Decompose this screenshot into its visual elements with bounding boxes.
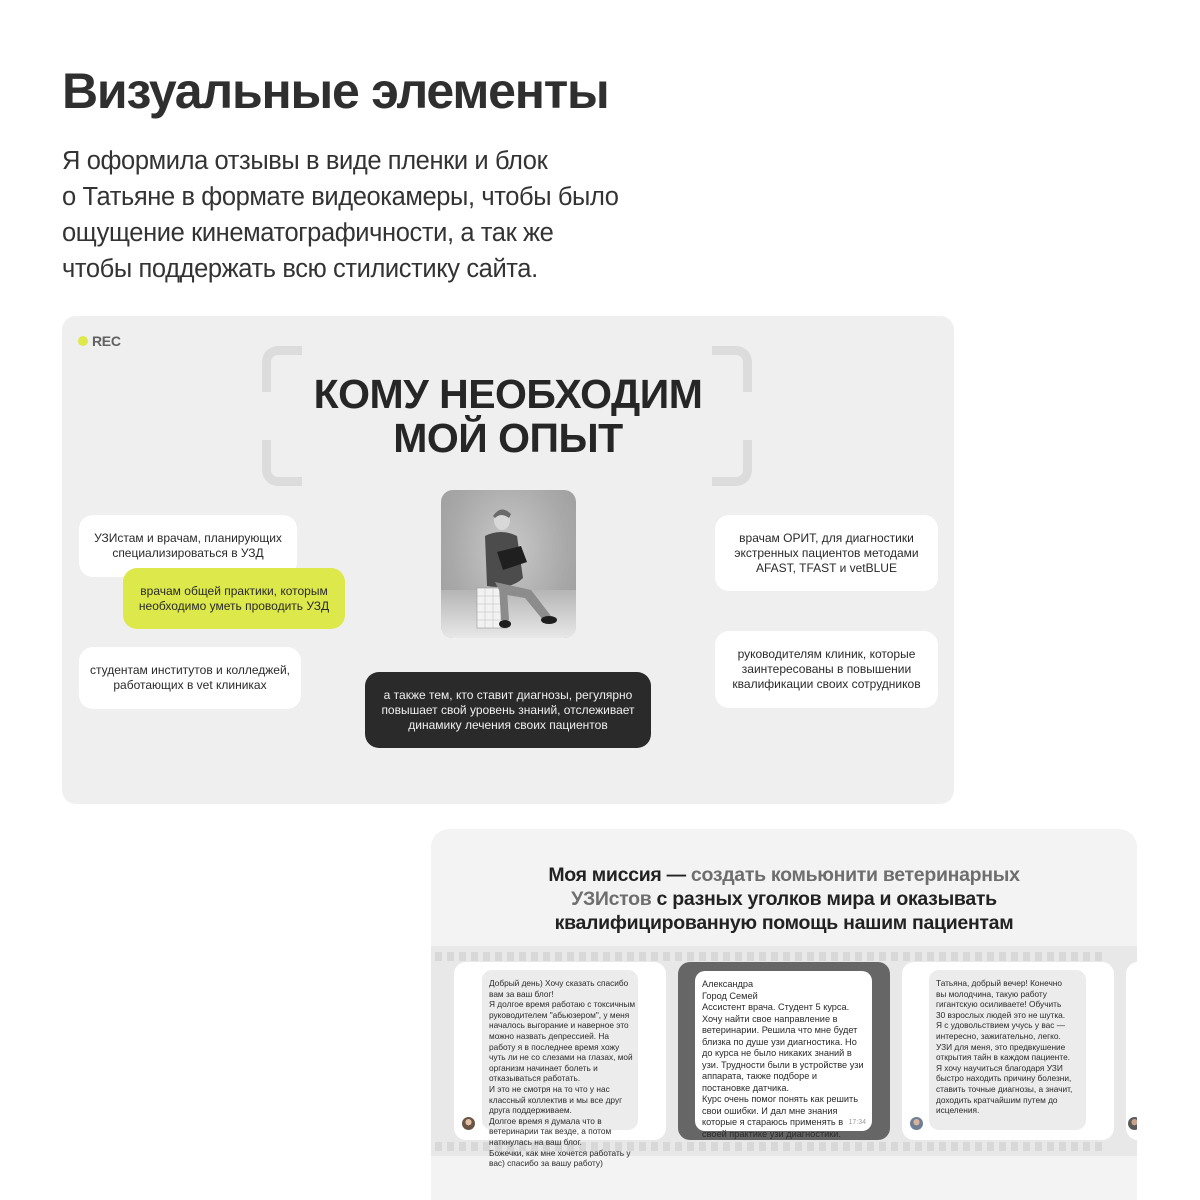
audience-card-icu-doctors xyxy=(715,515,938,591)
review-line: 30 взрослых людей это не шутка. xyxy=(936,1009,1066,1020)
review-line: ветеринарии. Решила что мне будет xyxy=(702,1025,858,1035)
film-strip-reviews[interactable] xyxy=(431,946,1137,1169)
review-message xyxy=(929,970,1086,1130)
review-line: Я долгое время работаю с токсичным xyxy=(489,999,636,1010)
review-line: Я с удовольствием учусь у вас — xyxy=(936,1020,1066,1031)
review-frame-2 xyxy=(678,962,890,1140)
message-timestamp: 17:34 xyxy=(848,1118,866,1126)
review-line: Долгое время я думала что в xyxy=(489,1115,602,1126)
audience-card-students xyxy=(79,647,301,709)
review-line: можно назвать депрессией. На xyxy=(489,1030,609,1041)
review-line: классный коллектив и мы все друг xyxy=(489,1094,623,1105)
card-text: работающих в vet клиниках xyxy=(113,678,267,692)
review-line: Александра xyxy=(702,979,754,989)
card-text: студентам институтов и колледжей, xyxy=(89,663,291,677)
review-line: исцеления. xyxy=(936,1105,980,1116)
person-silhouette-icon xyxy=(441,490,576,638)
review-line: до курса не было никаких знаний в xyxy=(702,1048,852,1058)
rec-label: REC xyxy=(92,333,121,349)
review-line: наткнулась на ваш блог. xyxy=(489,1136,582,1147)
review-line: аппарата, также подборе и xyxy=(702,1071,818,1081)
mission-block xyxy=(431,829,1137,1200)
camera-block xyxy=(62,316,954,804)
card-text: динамику лечения своих пациентов xyxy=(408,717,608,732)
audience-card-diagnosticians xyxy=(365,672,651,748)
review-line: отказываться работать. xyxy=(489,1073,581,1084)
review-line: постановке датчика. xyxy=(702,1082,790,1093)
mission-text-highlight: УЗИстов xyxy=(571,888,652,910)
review-line: быстро находить причину болезни, xyxy=(936,1073,1072,1084)
review-line: организм начинает болеть и xyxy=(489,1062,598,1073)
camera-title-line: МОЙ ОПЫТ xyxy=(393,415,623,461)
audience-card-clinic-managers xyxy=(715,631,938,708)
review-line: вас) спасибо за вашу работу) xyxy=(489,1158,603,1169)
camera-title xyxy=(242,372,774,460)
review-line: доходить кратчайшим путем до xyxy=(936,1094,1058,1105)
card-text: повышает свой уровень знаний, отслеживает xyxy=(381,702,635,717)
review-line: ветеринарии так везде, а потом xyxy=(489,1126,612,1137)
review-line: узи. Трудности были в устройстве узи xyxy=(702,1059,864,1070)
review-line: близка по душе узи диагностика. Но xyxy=(702,1036,857,1047)
review-line: Курс очень помог понять как решить xyxy=(702,1094,859,1104)
card-text: врачам общей практики, которым xyxy=(140,583,328,598)
review-frame-1 xyxy=(454,962,666,1169)
page-title: Визуальные элементы xyxy=(62,63,609,119)
intro-line: Я оформила отзывы в виде пленки и блок xyxy=(62,147,548,175)
mission-text-highlight: создать комьюнити ветеринарных xyxy=(690,864,1020,886)
review-line: Хочу найти свое направление в xyxy=(702,1013,838,1024)
reviewer-avatar xyxy=(910,1117,923,1130)
review-line: ставить точные диагнозы, а значит, xyxy=(936,1083,1073,1094)
record-dot-icon xyxy=(78,336,88,346)
intro-line: ощущение кинематографичности, а так же xyxy=(62,219,554,247)
card-text: руководителям клиник, которые xyxy=(737,647,916,661)
mission-text-part: Моя миссия — xyxy=(548,864,691,886)
review-line: Я хочу научиться благодаря УЗИ xyxy=(936,1062,1063,1073)
reviewer-avatar xyxy=(1128,1117,1137,1130)
audience-card-general-practice xyxy=(123,568,345,629)
review-line: своей практике узи диагностики. xyxy=(702,1128,841,1139)
review-line: интересно, зажигательно, легко. xyxy=(936,1030,1061,1041)
review-line: свои ошибки. И дал мне знания xyxy=(702,1105,838,1116)
mission-text-part: с разных уголков мира и оказывать xyxy=(651,888,997,910)
mission-text-part: квалифицированную помощь нашим пациентам xyxy=(554,912,1014,934)
card-text: AFAST, TFAST и vetBLUE xyxy=(756,560,897,575)
review-line: друга поддерживаем. xyxy=(489,1105,572,1116)
card-text: квалификации своих сотрудников xyxy=(732,677,921,691)
card-text: экстренных пациентов методами xyxy=(734,545,919,560)
review-line: Город Семей xyxy=(702,990,758,1001)
card-text: необходимо уметь проводить УЗД xyxy=(138,598,330,613)
review-frame-4-partial xyxy=(1126,962,1137,1140)
review-line: началось выгорание и наверное это xyxy=(489,1020,629,1031)
review-line: Божечки, как мне хочется работать у xyxy=(489,1147,631,1158)
review-message xyxy=(695,971,872,1139)
card-text: врачам ОРИТ, для диагностики xyxy=(739,530,914,545)
review-line: открытия тайн в каждом пациенте. xyxy=(936,1052,1070,1063)
review-line: И это не смотря на то что у нас xyxy=(489,1083,610,1094)
review-line: руководителем "абьюзером", у меня xyxy=(489,1009,630,1020)
intro-line: чтобы поддержать всю стилистику сайта. xyxy=(62,255,538,283)
film-perforations-top xyxy=(431,952,1137,961)
review-line: вам за ваш блог! xyxy=(489,988,554,999)
card-text: заинтересованы в повышении xyxy=(741,662,912,676)
review-line: вы молодчина, такую работу xyxy=(936,988,1047,999)
review-message xyxy=(482,970,638,1169)
review-line: которые я стараюсь применять в xyxy=(702,1117,844,1127)
mission-statement xyxy=(471,863,1097,935)
review-line: гигантскую осиливаете! Обучить xyxy=(936,999,1062,1010)
intro-line: о Татьяне в формате видеокамеры, чтобы было xyxy=(62,183,619,211)
card-text: специализироваться в УЗД xyxy=(112,546,264,560)
card-text: УЗИстам и врачам, планирующих xyxy=(94,531,282,545)
rec-indicator xyxy=(78,333,121,349)
portrait-photo xyxy=(441,490,576,638)
camera-title-line: КОМУ НЕОБХОДИМ xyxy=(313,371,703,417)
review-frame-3 xyxy=(902,962,1114,1140)
card-text: а также тем, кто ставит диагнозы, регулярно xyxy=(383,687,633,702)
review-line: чуть ли не со слезами на глазах, мой xyxy=(489,1052,633,1063)
review-line: Добрый день) Хочу сказать спасибо xyxy=(489,978,629,988)
review-line: работу я в последнее время хожу xyxy=(489,1041,620,1052)
intro-paragraph xyxy=(62,143,702,287)
review-line: Татьяна, добрый вечер! Конечно xyxy=(936,978,1062,988)
reviewer-avatar xyxy=(462,1117,475,1130)
review-line: УЗИ для меня, это предвкушение xyxy=(936,1041,1066,1052)
review-line: Ассистент врача. Студент 5 курса. xyxy=(702,1002,850,1012)
